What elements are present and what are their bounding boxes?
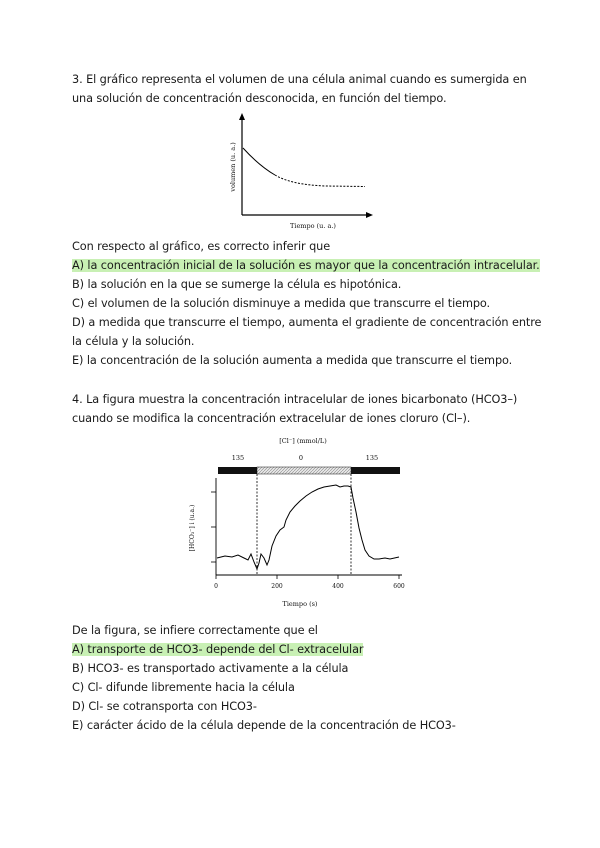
q3-option-b[interactable]: B) la solución en la que se sumerge la célula es hipotónica.: [72, 278, 402, 291]
q3-stem-line-1: 3. El gráfico representa el volumen de una célula animal cuando es sumergida en: [72, 73, 527, 86]
q4-option-e[interactable]: E) carácter ácido de la célula depende de la concentración de HCO3-: [72, 719, 456, 732]
q3-x-axis-arrow: [366, 212, 373, 218]
q3-y-axis-arrow: [239, 113, 245, 120]
q4-x-tick-label-400: 400: [332, 583, 344, 590]
q4-x-tick-label-600: 600: [393, 583, 405, 590]
q3-volume-curve-dashed: [275, 175, 365, 187]
question-4-options: [72, 621, 542, 735]
q3-volume-curve-solid: [243, 148, 275, 175]
q4-stem-line-2: cuando se modifica la concentración extracelular de iones cloruro (Cl–).: [72, 412, 471, 425]
q4-bar-label-right: 135: [365, 454, 379, 462]
q4-x-tick-label-200: 200: [271, 583, 283, 590]
q4-bicarbonate-graph: [180, 432, 410, 612]
q3-y-axis-label: volumen (u. a.): [229, 142, 237, 192]
q3-stem-line-2: una solución de concentración desconocida, en función del tiempo.: [72, 92, 447, 105]
q3-x-axis-label: Tiempo (u. a.): [290, 222, 336, 230]
q3-option-d[interactable]: D) a medida que transcurre el tiempo, aumenta el gradiente de concentración entre la célula y la solución.: [72, 316, 542, 348]
q3-option-a[interactable]: A) la concentración inicial de la solución es mayor que la concentración intracelular.: [72, 259, 540, 272]
q4-bar-label-left: 135: [231, 454, 245, 462]
q4-x-axis-label: Tiempo (s): [282, 600, 318, 608]
q4-option-d[interactable]: D) Cl- se cotransporta con HCO3-: [72, 700, 257, 713]
q4-option-b[interactable]: B) HCO3- es transportado activamente a la célula: [72, 662, 349, 675]
q3-option-e[interactable]: E) la concentración de la solución aumenta a medida que transcurre el tiempo.: [72, 354, 513, 367]
q3-prompt: Con respecto al gráfico, es correcto inferir que: [72, 240, 331, 253]
question-3-stem: [72, 70, 542, 108]
q3-volume-graph: [225, 112, 375, 236]
q4-bar-right-segment: [351, 467, 400, 474]
question-4-stem: [72, 390, 542, 428]
q4-y-axis-label: [HCO₃⁻] i (u.a.): [189, 504, 196, 552]
q4-bicarbonate-trace: [217, 485, 399, 569]
q4-top-label: [Cl⁻] (mmol/L): [279, 437, 327, 445]
q4-bar-label-mid: 0: [298, 454, 304, 462]
q4-prompt: De la figura, se infiere correctamente que el: [72, 624, 318, 637]
q4-bar-mid-segment: [257, 467, 351, 474]
q4-x-tick-label-0: 0: [214, 583, 218, 590]
q4-option-c[interactable]: C) Cl- difunde libremente hacia la célula: [72, 681, 295, 694]
q3-option-c[interactable]: C) el volumen de la solución disminuye a medida que transcurre el tiempo.: [72, 297, 491, 310]
q4-stem-line-1: 4. La figura muestra la concentración intracelular de iones bicarbonato (HCO3–): [72, 393, 518, 406]
question-3-options: [72, 237, 542, 370]
q4-bar-left-segment: [218, 467, 257, 474]
q4-option-a[interactable]: A) transporte de HCO3- depende del Cl- extracelular: [72, 643, 364, 656]
